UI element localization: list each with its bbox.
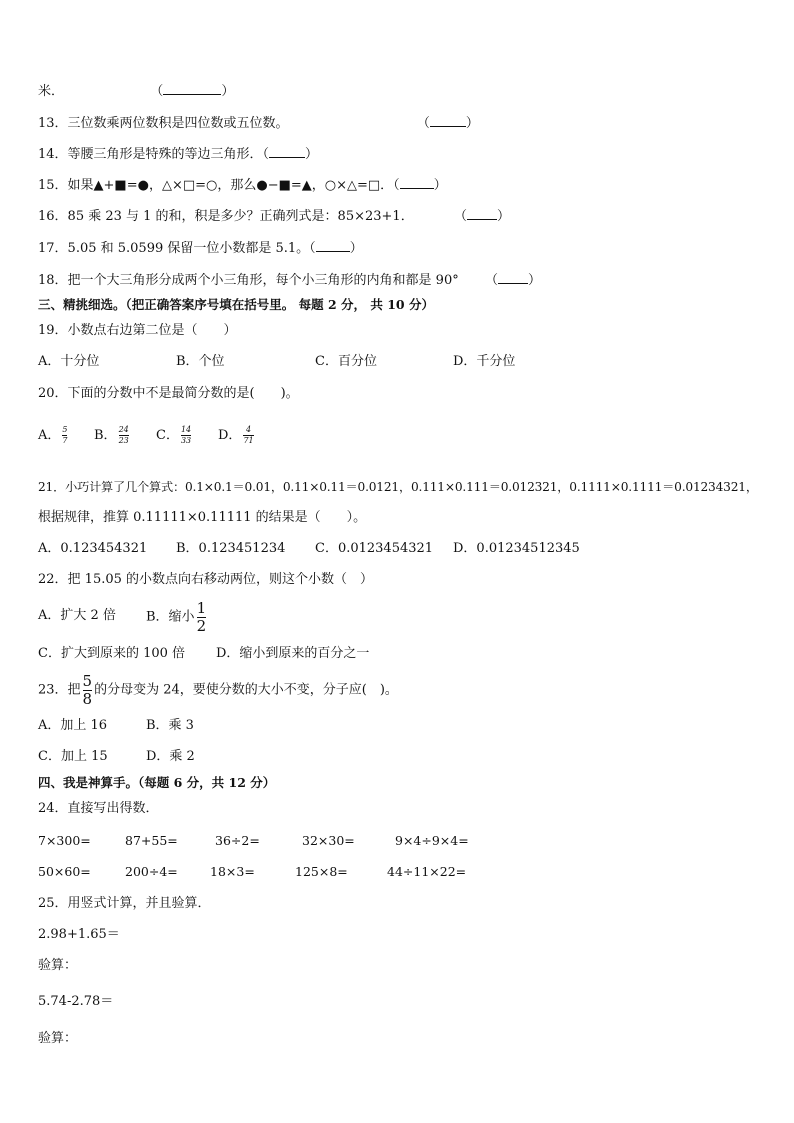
verify-label: 验算： — [38, 958, 78, 973]
q23-option-c[interactable]: C．加上 15 — [38, 749, 108, 764]
calc-item: 7×300= — [38, 833, 91, 848]
answer-blank[interactable] — [498, 271, 528, 284]
q12-tail-text: 米． — [38, 84, 65, 99]
question-18 — [38, 271, 541, 290]
calc-expression: 5.74-2.78＝ — [38, 994, 114, 1009]
calc-item: 18×3= — [210, 864, 255, 879]
q20-option-c[interactable] — [156, 426, 193, 445]
fraction: $\frac{5}{7}$ — [62, 425, 68, 445]
question-23-post: 的分母变为 24，要使分数的大小不变，分子应( )。 — [94, 682, 398, 698]
q21-option-d[interactable]: D．0.01234512345 — [453, 541, 580, 556]
question-15-text: 15．如果▲+■=●，△×□=○，那么●−■=▲，○×△=□．（ — [38, 178, 400, 193]
q22-option-b-label: B．缩小 — [146, 609, 195, 625]
paren-close: ） — [305, 147, 319, 162]
q19-option-c[interactable]: C．百分位 — [315, 354, 377, 369]
q19-option-a[interactable]: A．十分位 — [38, 354, 100, 369]
verify-label: 验算： — [38, 1031, 78, 1046]
question-19: 19．小数点右边第二位是（ ） — [38, 323, 237, 338]
question-17-text: 17．5.05 和 5.0599 保留一位小数都是 5.1。（ — [38, 241, 316, 256]
fraction: $\frac{24}{23}$ — [118, 425, 129, 445]
q22-option-b[interactable] — [146, 601, 208, 634]
paren-open: （ — [453, 209, 467, 224]
q20-option-c-label: C． — [156, 428, 179, 443]
paren-open: （ — [416, 116, 430, 131]
paren-open: （ — [485, 273, 499, 288]
question-21: 21．小巧计算了几个算式：0.1×0.1＝0.01，0.11×0.11＝0.0121，0.111×0.111＝0.012321，0.1111×0.1111＝0.01234321， — [38, 480, 758, 494]
q19-option-b[interactable]: B．个位 — [176, 354, 225, 369]
answer-blank[interactable] — [467, 207, 497, 220]
question-17 — [38, 239, 363, 258]
calc-item: 50×60= — [38, 864, 91, 879]
paren-close: ） — [465, 116, 479, 131]
paren-close: ） — [497, 209, 511, 224]
fraction: $\frac{5}{8}$ — [82, 672, 93, 708]
q20-option-a-label: A． — [38, 428, 61, 443]
paren-close: ） — [349, 241, 363, 256]
answer-blank[interactable] — [316, 239, 350, 252]
question-16 — [38, 207, 510, 226]
question-14-text: 14．等腰三角形是特殊的等边三角形．（ — [38, 147, 270, 162]
section-3-heading: 三、精挑细选。（把正确答案序号填在括号里。 每题 2 分， 共 10 分） — [38, 297, 434, 312]
answer-blank[interactable] — [400, 176, 434, 189]
q20-option-b-label: B． — [94, 428, 117, 443]
question-16-text: 16．85 乘 23 与 1 的和，积是多少？正确列式是：85×23+1． — [38, 209, 414, 224]
answer-blank[interactable] — [163, 82, 221, 95]
question-22: 22．把 15.05 的小数点向右移动两位，则这个小数（ ） — [38, 572, 374, 587]
question-23 — [38, 674, 398, 707]
q21-option-b[interactable]: B．0.123451234 — [176, 541, 286, 556]
fraction: $\frac{1}{2}$ — [196, 599, 207, 635]
calc-item: 36÷2= — [215, 833, 260, 848]
q23-option-b[interactable]: B．乘 3 — [146, 718, 194, 733]
question-23-pre: 23．把 — [38, 682, 81, 698]
paren-close: ） — [528, 273, 542, 288]
paren-close: ） — [221, 84, 235, 99]
q22-option-d[interactable]: D．缩小到原来的百分之一 — [216, 646, 370, 661]
calc-item: 125×8= — [295, 864, 348, 879]
q21-option-a[interactable]: A．0.123454321 — [38, 541, 148, 556]
question-25: 25．用竖式计算，并且验算． — [38, 896, 211, 911]
q22-option-c[interactable]: C．扩大到原来的 100 倍 — [38, 646, 186, 661]
section-4-heading: 四、我是神算手。（每题 6 分，共 12 分） — [38, 775, 276, 790]
question-24: 24．直接写出得数． — [38, 801, 159, 816]
q20-option-d[interactable] — [218, 426, 256, 445]
calc-item: 9×4÷9×4= — [395, 833, 469, 848]
q20-option-d-label: D． — [218, 428, 242, 443]
q22-option-a[interactable]: A．扩大 2 倍 — [38, 608, 116, 623]
q20-option-a[interactable] — [38, 426, 69, 445]
q21-option-c[interactable]: C．0.0123454321 — [315, 541, 434, 556]
q23-option-a[interactable]: A．加上 16 — [38, 718, 108, 733]
question-21-cont: 根据规律，推算 0.11111×0.11111 的结果是（ ）。 — [38, 510, 367, 525]
question-14 — [38, 145, 318, 164]
question-15 — [38, 176, 447, 195]
fraction: $\frac{4}{71}$ — [243, 425, 254, 445]
calc-item: 87+55= — [125, 833, 178, 848]
q20-option-b[interactable] — [94, 426, 131, 445]
paren-open: （ — [150, 84, 164, 99]
question-18-text: 18．把一个大三角形分成两个小三角形，每个小三角形的内角和都是 90° — [38, 273, 459, 288]
calc-item: 32×30= — [302, 833, 355, 848]
q19-option-d[interactable]: D．千分位 — [453, 354, 516, 369]
q12-continuation — [38, 82, 234, 101]
question-20: 20．下面的分数中不是最简分数的是( )。 — [38, 386, 299, 401]
calc-item: 44÷11×22= — [387, 864, 467, 879]
answer-blank[interactable] — [430, 114, 466, 127]
calc-expression: 2.98+1.65＝ — [38, 927, 120, 942]
calc-item: 200÷4= — [125, 864, 178, 879]
q23-option-d[interactable]: D．乘 2 — [146, 749, 195, 764]
question-13 — [38, 114, 479, 133]
question-13-text: 13．三位数乘两位数积是四位数或五位数。 — [38, 116, 289, 131]
answer-blank[interactable] — [269, 145, 305, 158]
fraction: $\frac{14}{33}$ — [180, 425, 192, 445]
paren-close: ） — [433, 178, 447, 193]
